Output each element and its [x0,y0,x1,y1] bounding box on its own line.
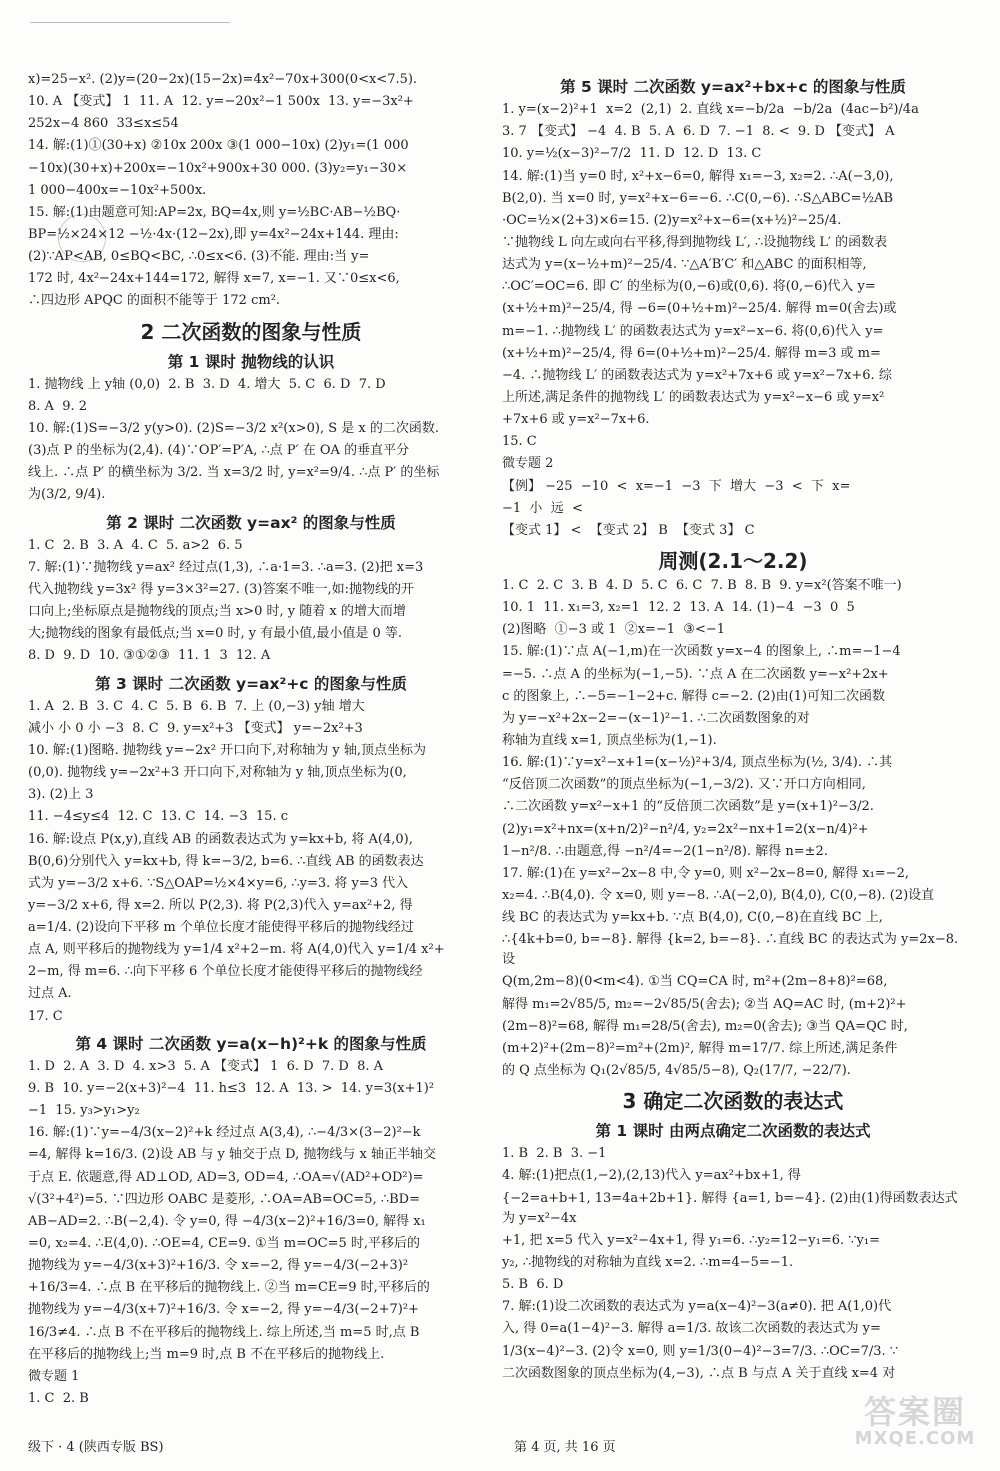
answer-line: 10. y=½(x−3)²−7/2 11. D 12. D 13. C [502,146,762,162]
answer-line: 10. 1 11. x₁=3, x₂=1 12. 2 13. A 14. (1)−4 −3 0 5 [502,600,855,616]
answer-line: 172 时, 4x²−24x+144=172, 解得 x=7, x=−1. 又∵0≤x<6, [28,271,400,287]
answer-line: (3)点 P 的坐标为(2,4). (4)∵OP′=P′A, ∴点 P′ 在 OA 的垂直平分 [28,443,410,459]
answer-line: 17. C [28,1008,63,1024]
answer-line: 线上. ∴点 P′ 的横坐标为 3/2. 当 x=3/2 时, y=x²=9/4. ∴点 P′ 的坐标 [28,465,440,481]
answer-line: ∴二次函数 y=x²−x+1 的“反倍顶二次函数”是 y=(x+1)²−3/2. [502,799,874,815]
lesson-heading: 第 1 课时 由两点确定二次函数的表达式 [595,1122,871,1141]
answer-line: 15. 解:(1)∵点 A(−1,m)在一次函数 y=x−4 的图象上, ∴m=−1−4 [502,644,901,660]
answer-line: B(2,0). 当 x=0 时, y=x²+x−6=−6. ∴C(0,−6). ∴S△ABC=½AB [502,190,894,206]
answer-line: 于点 E. 依题意,得 AD⊥OD, AD=3, OD=4, ∴OA=√(AD²+OD²)= [28,1169,424,1185]
watermark-url: MXQE.COM [854,1428,976,1449]
answer-line: 1. C 2. B [28,1391,89,1407]
answer-line: 1. 抛物线 上 y轴 (0,0) 2. B 3. D 4. 增大 5. C 6. D 7. D [28,376,386,392]
left-column [28,70,474,1411]
answer-line: 抛物线为 y=−4/3(x+3)²+16/3. 令 x=−2, 得 y=−4/3(−2+3)² [28,1258,409,1274]
answer-line: 10. 解:(1)S=−3/2 y(y>0). (2)S=−3/2 x²(x>0), S 是 x 的二次函数. [28,420,439,436]
answer-line: x₂=4. ∴B(4,0). 令 x=0, 则 y=−8. ∴A(−2,0), B(4,0), C(0,−8). (2)设直 [502,887,935,903]
answer-line: 为 y=−x²+2x−2=−(x−1)²−1. ∴二次函数图象的对 [502,710,810,726]
answer-line: 8. A 9. 2 [28,398,87,414]
answer-line: 11. −4≤y≤4 12. C 13. C 14. −3 15. c [28,809,288,825]
answer-line: 式为 y=−3/2 x+6. ∵S△OAP=½×4×y=6, ∴y=3. 将 y=3 代入 [28,875,409,891]
answer-line: 解得 m₁=2√85/5, m₂=−2√85/5(舍去); ②当 AQ=AC 时, (m+2)²+ [502,996,907,1012]
answer-line: =0, x₂=4. ∴E(4,0). ∴OE=4, CE=9. ①当 m=OC=5 时,平移后的 [28,1236,420,1252]
answer-line: 在平移后的抛物线上;当 m=9 时,点 B 不在平移后的抛物线上. [28,1346,385,1362]
answer-line: 点 A, 则平移后的抛物线为 y=1/4 x²+2−m. 将 A(4,0)代入 y=1/4 x²+ [28,942,445,958]
lesson-heading: 第 3 课时 二次函数 y=ax²+c 的图象与性质 [95,674,407,693]
answer-line: 微专题 2 [502,456,554,472]
answer-line: =4, 解得 k=16/3. (2)设 AB 与 y 轴交于点 D, 抛物线与 x 轴正半轴交 [28,1147,436,1163]
answer-line: 上所述,满足条件的抛物线 L′ 的函数表达式为 y=x²−x−6 或 y=x² [502,389,885,405]
answer-line: =−5. ∴点 A 的坐标为(−1,−5). ∵点 A 在二次函数 y=−x²+2x+ [502,666,889,682]
answer-line: 15. C [502,434,537,450]
answer-line: ·OC=½×(2+3)×6=15. (2)y=x²+x−6=(x+½)²−25/4. [502,212,842,228]
answer-line: ∴{4k+b=0, b=−8}. 解得 {k=2, b=−8}. ∴直线 BC 的表达式为 y=2x−8. 设 [502,932,963,968]
answer-line: a=1/4. (2)设向下平移 m 个单位长度才能使得平移后的抛物线经过 [28,920,414,936]
answer-line: 16. 解:(1)∵y=x²−x+1=(x−½)²+3/4, 顶点坐标为(½, 3/4). ∴其 [502,755,893,771]
answer-line: 口向上;坐标原点是抛物线的顶点;当 x>0 时, y 随着 x 的增大而增 [28,604,406,620]
section-heading: 3 确定二次函数的表达式 [622,1089,844,1114]
answer-line: 2−m, 得 m=6. ∴向下平移 6 个单位长度才能使得平移后的抛物线经 [28,964,423,980]
answer-line: 入, 得 0=a(1−4)²−3. 解得 a=1/3. 故该二次函数的表达式为 y= [502,1321,881,1337]
footer-page-number: 第 4 页, 共 16 页 [514,1440,616,1455]
answer-line: +1, 把 x=5 代入 y=x²−4x+1, 得 y₁=6. ∴y₂=12−y₁=6. ∵y₁= [502,1232,880,1248]
answer-line: ∵抛物线 L 向左或向右平移,得到抛物线 L′, ∴设抛物线 L′ 的函数表 [502,234,888,250]
answer-line: B(0,6)分别代入 y=kx+b, 得 k=−3/2, b=6. ∴直线 AB 的函数表达 [28,853,424,869]
top-rule [30,22,230,23]
answer-line: ∴OC′=OC=6. 即 C′ 的坐标为(0,−6)或(0,6). 将(0,−6)代入 y= [502,279,876,295]
answer-line: 代入抛物线 y=3x² 得 y=3×3²=27. (3)答案不唯一,如:抛物线的开 [28,581,414,597]
answer-line: 14. 解:(1)①(30+x) ②10x 200x ③(1 000−10x) (2)y₁=(1 000 [28,138,409,154]
answer-line: 的 Q 点坐标为 Q₁(2√85/5, 4√85/5−8), Q₂(17/7, −22/7). [502,1063,851,1079]
answer-line: 252x−4 860 33≤x≤54 [28,116,179,132]
answer-line: 线 BC 的表达式为 y=kx+b. ∵点 B(4,0), C(0,−8)在直线 BC 上, [502,910,883,926]
answer-line: 7. 解:(1)∵抛物线 y=ax² 经过点(1,3), ∴a·1=3. ∴a=3. (2)把 x=3 [28,559,424,575]
answer-line: −10x)(30+x)+200x=−10x²+900x+30 000. (3)y₂=y₁−30× [28,160,408,176]
answer-line: 7. 解:(1)设二次函数的表达式为 y=a(x−4)²−3(a≠0). 把 A(1,0)代 [502,1299,892,1315]
answer-line: Q(m,2m−8)(0<m<4). ①当 CQ=CA 时, m²+(2m−8+8)²=68, [502,974,888,990]
answer-line: 称轴为直线 x=1, 顶点坐标为(1,−1). [502,732,717,748]
answer-line: +16/3=4. ∴点 B 在平移后的抛物线上. ②当 m=CE=9 时,平移后的 [28,1280,430,1296]
answer-line: (0,0). 抛物线 y=−2x²+3 开口向下,对称轴为 y 轴,顶点坐标为(0, [28,765,407,781]
answer-line: 抛物线为 y=−4/3(x+7)²+16/3. 令 x=−2, 得 y=−4/3(−2+7)²+ [28,1302,419,1318]
answer-line: 17. 解:(1)在 y=x²−2x−8 中,令 y=0, 则 x²−2x−8=0, 解得 x₁=−2, [502,865,909,881]
section-heading: 2 二次函数的图象与性质 [140,319,362,344]
answer-line: (m+2)²+(2m−8)²=m²+(2m)², 解得 m=17/7. 综上所述,满足条件 [502,1040,898,1056]
answer-line: x)=25−x². (2)y=(20−2x)(15−2x)=4x²−70x+300(0<x<7.5). [28,72,418,87]
answer-line: 14. 解:(1)当 y=0 时, x²+x−6=0, 解得 x₁=−3, x₂=2. ∴A(−3,0), [502,168,894,184]
answer-line: 为(3/2, 9/4). [28,487,106,503]
answer-line: 减小 小 0 小 −3 8. C 9. y=x²+3 【变式】 y=−2x²+3 [28,720,363,736]
watermark [846,1393,984,1450]
footer-edition: 级下 · 4 (陕西专版 BS) [28,1440,164,1455]
answer-line: 4. 解:(1)把点(1,−2),(2,13)代入 y=ax²+bx+1, 得 [502,1168,801,1184]
answer-line: y₂, ∴抛物线的对称轴为直线 x=2. ∴m=4−5=−1. [502,1255,794,1271]
answer-line: 16. 解:(1)∵y=−4/3(x−2)²+k 经过点 A(3,4), ∴−4/3×(3−2)²−k [28,1125,421,1141]
answer-line: 16/3≠4. ∴点 B 不在平移后的抛物线上. 综上所述,当 m=5 时,点 B [28,1324,420,1340]
answer-line: 3). (2)上 3 [28,787,94,803]
answer-line: 1−n²/8. ∴由题意,得 −n²/4=−2(1−n²/8). 解得 n=±2. [502,843,828,859]
answer-line: 过点 A. [28,986,72,1002]
answer-line: 微专题 1 [28,1368,80,1384]
answer-line: 达式为 y=(x−½+m)²−25/4. ∵△A′B′C′ 和△ABC 的面积相等, [502,257,867,273]
answer-line: ∴四边形 APQC 的面积不能等于 172 cm². [28,293,281,309]
answer-line: (x+½+m)²−25/4, 得 6=(0+½+m)²−25/4. 解得 m=3 或 m= [502,345,881,361]
answer-line: (2m−8)²=68, 解得 m₁=28/5(舍去), m₂=0(舍去); ③当 QA=QC 时, [502,1018,908,1034]
lesson-heading: 第 5 课时 二次函数 y=ax²+bx+c 的图象与性质 [560,78,906,96]
answer-line: 【变式 1】 < 【变式 2】 B 【变式 3】 C [502,522,755,538]
lesson-heading: 第 4 课时 二次函数 y=a(x−h)²+k 的图象与性质 [75,1034,427,1053]
answer-line: 10. A 【变式】 1 11. A 12. y=−20x²−1 500x 13. y=−3x²+ [28,94,414,110]
section-heading: 周测(2.1～2.2) [658,548,808,573]
answer-line: 15. 解:(1)由题意可知:AP=2x, BQ=4x,则 y=½BC·AB−½BQ· [28,204,401,220]
answer-line: 1. C 2. C 3. B 4. D 5. C 6. C 7. B 8. B 9. y=x²(答案不唯一) [502,577,902,593]
answer-line: 10. 解:(1)图略. 抛物线 y=−2x² 开口向下,对称轴为 y 轴,顶点坐标为 [28,742,426,758]
answer-line: m=−1. ∴抛物线 L′ 的函数表达式为 y=x²−x−6. 将(0,6)代入 y= [502,323,884,339]
answer-line: 二次函数图象的顶点坐标为(4,−3), ∴点 B 与点 A 关于直线 x=4 对 [502,1365,896,1381]
answer-line: 1. C 2. B 3. A 4. C 5. a>2 6. 5 [28,537,243,553]
answer-line: −1 15. y₃>y₁>y₂ [28,1103,140,1119]
answer-line: BP=½×24×12 −½·4x·(12−2x),即 y=4x²−24x+144. 理由: [28,226,399,242]
answer-line: AB−AD=2. ∴B(−2,4). 令 y=0, 得 −4/3(x−2)²+16/3=0, 解得 x₁ [28,1213,426,1229]
answer-line: 8. D 9. D 10. ③①②③ 11. 1 3 12. A [28,648,271,664]
answer-line: 16. 解:设点 P(x,y),直线 AB 的函数表达式为 y=kx+b, 将 A(4,0), [28,831,413,847]
answer-line: 1. B 2. B 3. −1 [502,1146,607,1162]
answer-line: +7x+6 或 y=x²−7x+6. [502,412,650,428]
answer-line: c 的图象上, ∴−5=−1−2+c. 解得 c=−2. (2)由(1)可知二次函数 [502,688,886,704]
right-column [502,70,964,1386]
lesson-heading: 第 1 课时 抛物线的认识 [167,352,335,371]
lesson-heading: 第 2 课时 二次函数 y=ax² 的图象与性质 [106,513,396,532]
answer-line: −1 小 远 < [502,500,583,516]
answer-line: (x+½+m)²−25/4, 得 −6=(0+½+m)²−25/4. 解得 m=0(舍去)或 [502,301,897,317]
answer-line: 3. 7 【变式】 −4 4. B 5. A 6. D 7. −1 8. < 9. D 【变式】 A [502,124,895,140]
answer-line: “反倍顶二次函数”的顶点坐标为(−1,−3/2). 又∵开口方向相同, [502,777,866,793]
answer-line: 9. B 10. y=−2(x+3)²−4 11. h≤3 12. A 13. > 14. y=3(x+1)² [28,1081,435,1097]
answer-line: (2)图略 ①−3 或 1 ②x=−1 ③<−1 [502,622,726,638]
answer-line: {−2=a+b+1, 13=4a+2b+1}. 解得 {a=1, b=−4}. (2)由(1)得函数表达式为 y=x²−4x [502,1190,958,1226]
answer-line: 大;抛物线的图象有最低点;当 x=0 时, y 有最小值,最小值是 0 等. [28,626,403,642]
answer-line: (2)∵AP<AB, 0≤BQ<BC, ∴0≤x<6. (3)不能. 理由:当 y= [28,249,370,265]
answer-line: −4. ∴抛物线 L′ 的函数表达式为 y=x²+7x+6 或 y=x²−7x+6. 综 [502,367,892,383]
answer-line: 5. B 6. D [502,1277,564,1293]
answer-line: 1. y=(x−2)²+1 x=2 (2,1) 2. 直线 x=−b/2a −b/2a (4ac−b²)/4a [502,102,919,118]
answer-line: 1/3(x−4)²−3. (2)令 x=0, 则 y=1/3(0−4)²−3=7/3. ∴OC=7/3. ∵ [502,1343,899,1359]
answer-line: 【例】 −25 −10 < x=−1 −3 下 增大 −3 < 下 x= [502,478,851,494]
answer-line: 1. A 2. B 3. C 4. C 5. B 6. B 7. 上 (0,−3) y轴 增大 [28,698,365,714]
watermark-logo: 答案圈 [863,1393,966,1431]
answer-line: (2)y₁=x²+nx=(x+n/2)²−n²/4, y₂=2x²−nx+1=2(x−n/4)²+ [502,821,869,837]
answer-line: √(3²+4²)=5. ∵四边形 OABC 是菱形, ∴OA=AB=OC=5, ∴BD= [28,1191,420,1207]
answer-line: 1. D 2. A 3. D 4. x>3 5. A 【变式】 1 6. D 7. D 8. A [28,1058,384,1074]
answer-line: 1 000−400x=−10x²+500x. [28,182,207,198]
answer-line: y=−3/2 x+6, 得 x=2. 所以 P(2,3). 将 P(2,3)代入 y=ax²+2, 得 [28,897,413,913]
